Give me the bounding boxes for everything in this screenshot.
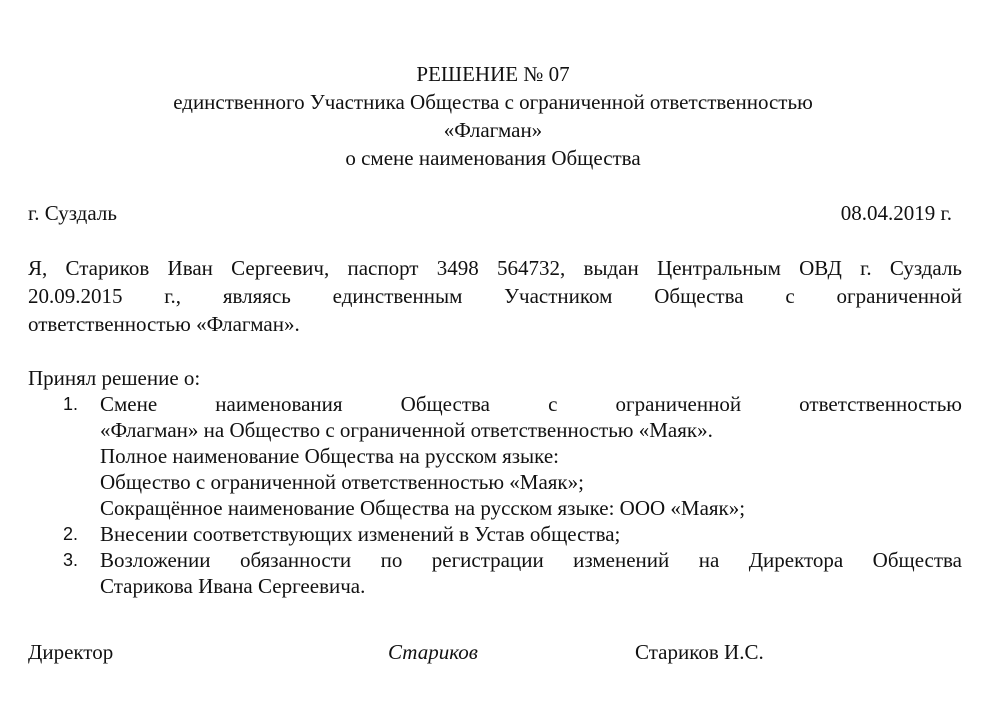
decision-list xyxy=(28,391,962,599)
item-line: Полное наименование Общества на русском языке: xyxy=(100,444,560,468)
document-date: 08.04.2019 г. xyxy=(840,201,952,225)
header-subject: о смене наименования Общества xyxy=(345,146,641,170)
intro-paragraph xyxy=(28,254,962,338)
item-number: 3. xyxy=(63,550,79,570)
handwritten-signature: Стариков xyxy=(388,640,478,664)
signer-role: Директор xyxy=(28,640,114,664)
decision-label: Принял решение о: xyxy=(28,366,201,390)
list-item xyxy=(28,547,962,599)
item-line: Сокращённое наименование Общества на русском языке: ООО «Маяк»; xyxy=(100,496,746,520)
item-number: 2. xyxy=(63,524,79,544)
item-line: «Флагман» на Общество с ограниченной ответственностью «Маяк». xyxy=(100,418,713,442)
document-title: РЕШЕНИЕ № 07 xyxy=(416,62,570,86)
list-item xyxy=(28,521,962,547)
item-line: Возложении обязанности по регистрации изменений на Директора Общества xyxy=(100,548,962,572)
company-name: «Флагман» xyxy=(443,118,543,142)
item-line: Смене наименования Общества с ограниченной ответственностью xyxy=(100,392,962,416)
list-item xyxy=(28,391,962,521)
item-line: Внесении соответствующих изменений в Устав общества; xyxy=(100,522,621,546)
intro-line: Я, Стариков Иван Сергеевич, паспорт 3498 564732, выдан Центральным ОВД г. Суздаль xyxy=(28,256,962,280)
document-header xyxy=(0,60,986,172)
city: г. Суздаль xyxy=(28,201,117,225)
header-subtitle-line: единственного Участника Общества с ограниченной ответственностью xyxy=(173,90,813,114)
intro-line: ответственностью «Флагман». xyxy=(28,312,300,336)
intro-line: 20.09.2015 г., являясь единственным Участником Общества с ограниченной xyxy=(28,284,962,308)
item-line: Общество с ограниченной ответственностью «Маяк»; xyxy=(100,470,584,494)
item-number: 1. xyxy=(63,394,79,414)
item-line: Старикова Ивана Сергеевича. xyxy=(100,574,366,598)
signer-name: Стариков И.С. xyxy=(635,640,764,664)
